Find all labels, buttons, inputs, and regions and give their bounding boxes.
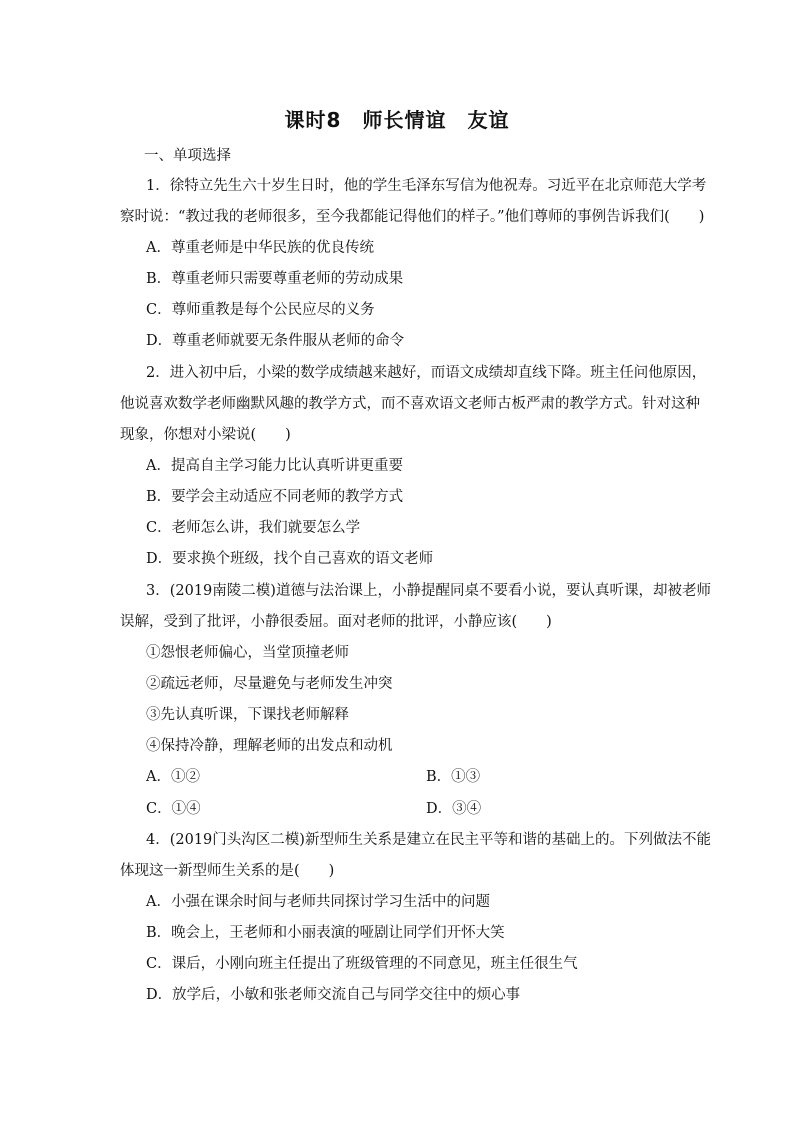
- q4-option-d: D．放学后，小敏和张老师交流自己与同学交往中的烦心事: [146, 987, 521, 1003]
- q2-stem-line-3: 现象，你想对小梁说( ): [120, 427, 291, 443]
- section-heading: 一、单项选择: [144, 148, 231, 164]
- q2-stem-line-1: 2．进入初中后，小梁的数学成绩越来越好，而语文成绩却直线下降。班主任问他原因，: [146, 365, 707, 381]
- q2-option-d: D．要求换个班级，找个自己喜欢的语文老师: [146, 551, 434, 567]
- q3-statement-2: ②疏远老师，尽量避免与老师发生冲突: [146, 676, 393, 692]
- q2-option-a: A．提高自主学习能力比认真听讲更重要: [146, 458, 403, 474]
- q1-stem-line-1: 1．徐特立先生六十岁生日时，他的学生毛泽东写信为他祝寿。习近平在北京师范大学考: [146, 178, 707, 194]
- q3-stem-line-1: 3．(2019南陵二模)道德与法治课上，小静提醒同桌不要看小说，要认真听课，却被老师: [146, 583, 711, 599]
- q3-statement-1: ①怨恨老师偏心，当堂顶撞老师: [146, 645, 349, 661]
- q4-stem-line-2: 体现这一新型师生关系的是( ): [120, 863, 335, 879]
- q3-option-b: B．①③: [426, 769, 481, 785]
- q1-stem-line-2: 察时说：“教过我的老师很多，至今我都能记得他们的样子。”他们尊师的事例告诉我们( ): [120, 209, 705, 225]
- q3-option-d: D．③④: [426, 801, 482, 817]
- q1-option-d: D．尊重老师就要无条件服从老师的命令: [146, 333, 405, 349]
- page-title: 课时8 师长情谊 友谊: [284, 108, 510, 132]
- q3-statement-3: ③先认真听课，下课找老师解释: [146, 707, 349, 723]
- q4-option-b: B．晚会上，王老师和小丽表演的哑剧让同学们开怀大笑: [146, 925, 505, 941]
- q4-option-c: C．课后，小刚向班主任提出了班级管理的不同意见，班主任很生气: [146, 956, 578, 972]
- q1-option-c: C．尊师重教是每个公民应尽的义务: [146, 302, 375, 318]
- q2-option-b: B．要学会主动适应不同老师的教学方式: [146, 489, 404, 505]
- q1-option-a: A．尊重老师是中华民族的优良传统: [146, 240, 374, 256]
- q4-stem-line-1: 4．(2019门头沟区二模)新型师生关系是建立在民主平等和谐的基础上的。下列做法不能: [146, 832, 711, 848]
- q3-statement-4: ④保持冷静，理解老师的出发点和动机: [146, 738, 393, 754]
- q2-stem-line-2: 他说喜欢数学老师幽默风趣的教学方式，而不喜欢语文老师古板严肃的教学方式。针对这种: [120, 396, 700, 412]
- q3-option-a: A．①②: [146, 769, 200, 785]
- q4-option-a: A．小强在课余时间与老师共同探讨学习生活中的问题: [146, 894, 490, 910]
- q3-option-c: C．①④: [146, 801, 201, 817]
- q3-stem-line-2: 误解，受到了批评，小静很委屈。面对老师的批评，小静应该( ): [120, 614, 552, 630]
- q1-option-b: B．尊重老师只需要尊重老师的劳动成果: [146, 271, 404, 287]
- q2-option-c: C．老师怎么讲，我们就要怎么学: [146, 520, 361, 536]
